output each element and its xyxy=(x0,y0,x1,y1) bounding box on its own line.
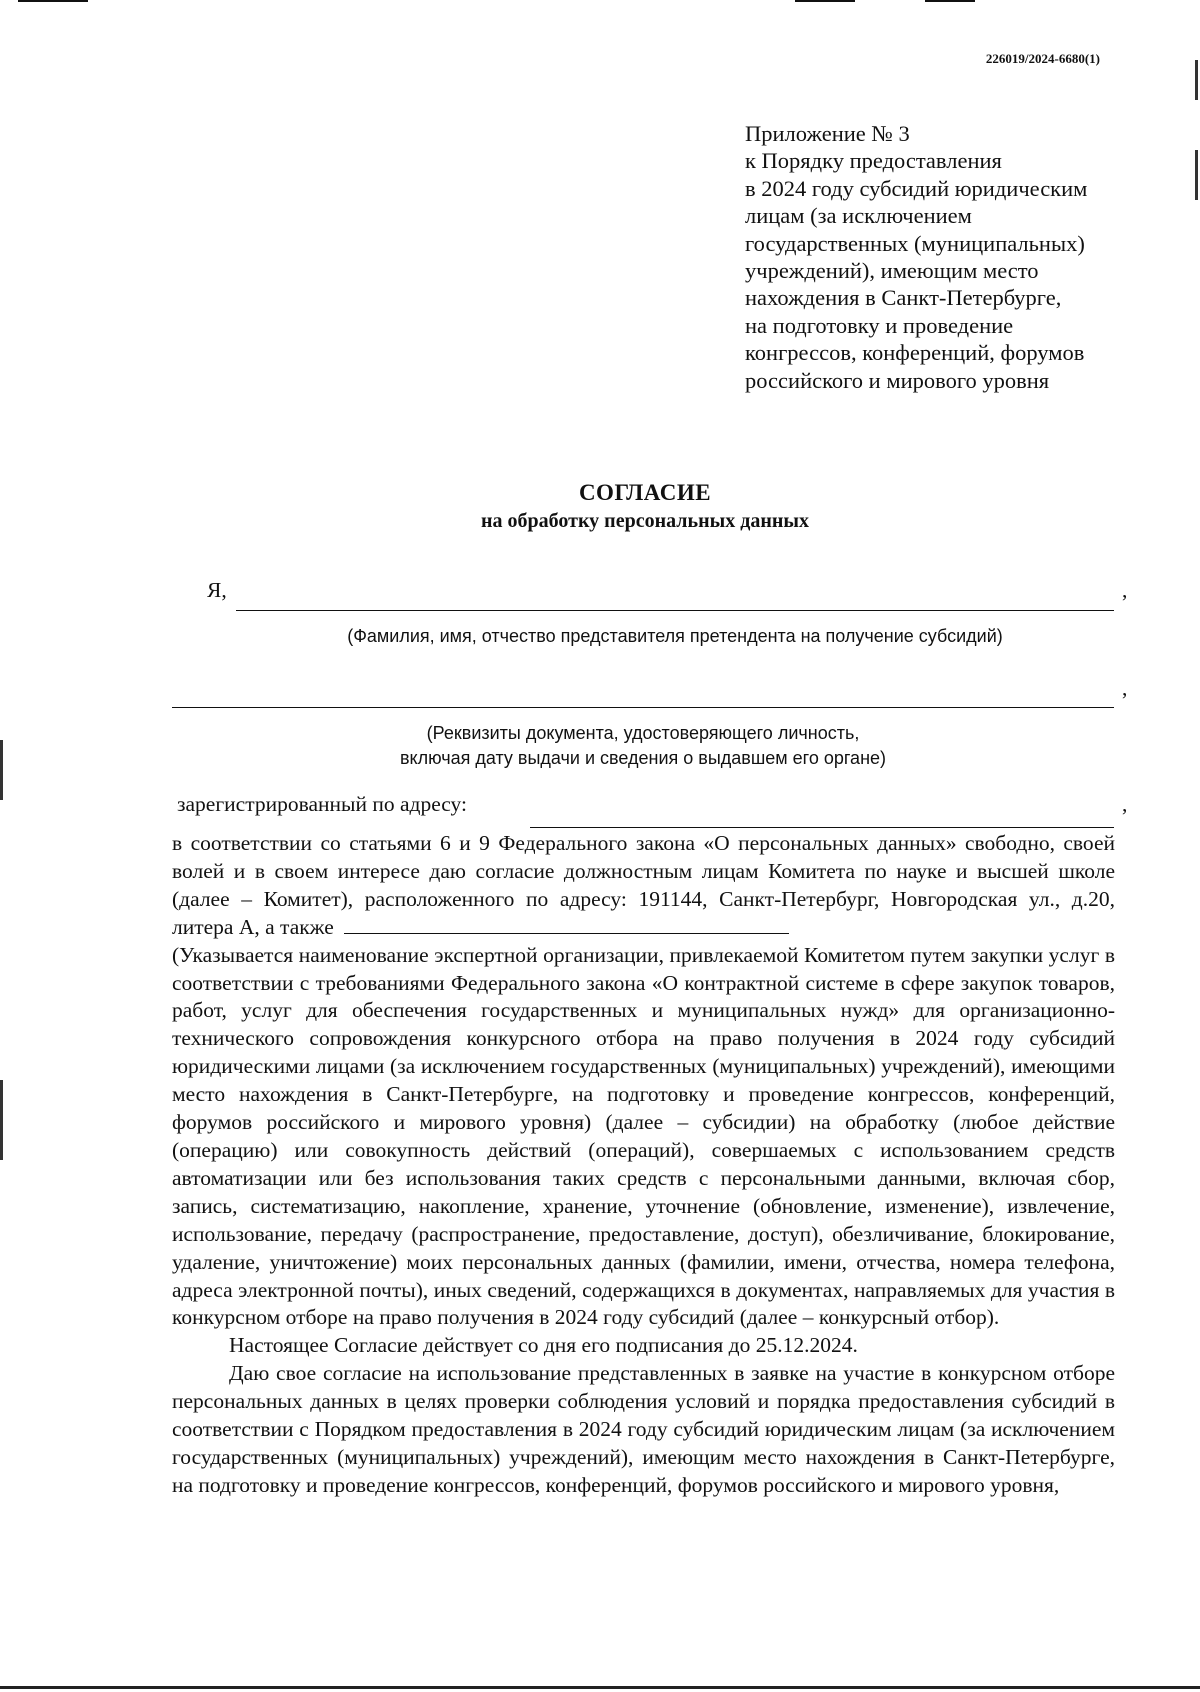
paragraph-consent: Даю свое согласие на использование представленных в заявке на участие в конкурсном отборе персональных данных в целях проверки соблюдения условий и порядка предоставления субсидий в соответствии с Порядком предоставления в 2024 году субсидий юридическим лицам (за исключением государственных (муниципальных) учреждений), имеющим место нахождения в Санкт-Петербурге, на подготовку и проведение конгрессов, конференций, форумов российского и мирового уровня, xyxy=(172,1361,1115,1497)
scan-edge-mark xyxy=(1195,60,1198,100)
appendix-line: на подготовку и проведение xyxy=(745,312,1014,338)
appendix-line: Приложение № 3 xyxy=(745,121,910,146)
scan-edge-mark xyxy=(925,0,975,2)
id-field-caption-line2: включая дату выдачи и сведения о выдавшем его органе) xyxy=(399,748,887,768)
appendix-line: государственных (муниципальных) xyxy=(745,230,1085,256)
scan-edge-mark xyxy=(0,1080,3,1160)
name-field-prefix: Я, xyxy=(207,578,227,602)
paragraph-main-text: в соответствии со статьями 6 и 9 Федерального закона «О персональных данных» свободно, своей волей и в своем интересе даю согласие должностным лицам Комитета по науке и высшей школе (далее – Комитет), расположенного по адресу: 191144, Санкт-Петербург, Новгородская ул., д.20, литера А, а также xyxy=(172,831,1115,939)
organization-blank-line[interactable] xyxy=(344,915,789,934)
address-blank-line[interactable] xyxy=(530,827,1114,828)
scan-bottom-edge xyxy=(0,1686,1200,1689)
appendix-line: к Порядку предоставления xyxy=(745,148,1002,174)
registration-number: 226019/2024-6680(1) xyxy=(985,51,1100,66)
scan-edge-mark xyxy=(795,0,855,2)
appendix-line: конгрессов, конференций, форумов xyxy=(745,340,1085,366)
name-field-comma: , xyxy=(1122,578,1128,602)
appendix-line: нахождения в Санкт-Петербурге, xyxy=(745,285,1062,311)
document-title: СОГЛАСИЕ xyxy=(578,480,712,505)
paragraph-validity: Настоящее Согласие действует со дня его подписания до 25.12.2024. xyxy=(229,1333,858,1358)
scan-edge-mark xyxy=(1195,150,1198,200)
address-label: зарегистрированный по адресу: xyxy=(177,792,467,816)
scan-edge-mark xyxy=(0,740,3,800)
id-document-blank-line[interactable] xyxy=(172,707,1114,708)
name-blank-line[interactable] xyxy=(236,610,1114,611)
document-subtitle: на обработку персональных данных xyxy=(481,510,809,532)
paragraph-main xyxy=(172,830,1115,942)
id-field-comma: , xyxy=(1122,676,1128,700)
appendix-line: российского и мирового уровня xyxy=(745,367,1050,393)
id-field-caption-line1: (Реквизиты документа, удостоверяющего личность, xyxy=(426,723,860,743)
consent-body xyxy=(172,830,1115,1500)
appendix-block xyxy=(745,120,1145,394)
appendix-line: учреждений), имеющим место xyxy=(745,258,1039,284)
paragraph-organization: (Указывается наименование экспертной организации, привлекаемой Комитетом путем закупки услуг в соответствии с требованиями Федерального закона «О контрактной системе в сфере закупок товаров, работ, услуг для обеспечения государственных и муниципальных нужд» для организационно-технического сопровождения конкурсного отбора на право получения в 2024 году субсидий юридическими лицами (за исключением государственных (муниципальных) учреждений), имеющими место нахождения в Санкт-Петербурге, на подготовку и проведение конгрессов, конференций, форумов российского и мирового уровня) (далее – субсидии) на обработку (любое действие (операцию) или совокупность действий (операций), совершаемых с использованием средств автоматизации или без использования таких средств с персональными данными, включая сбор, запись, систематизацию, накопление, хранение, уточнение (обновление, изменение), извлечение, использование, передачу (распространение, предоставление, доступ), обезличивание, блокирование, удаление, уничтожение) моих персональных данных (фамилии, имени, отчества, номера телефона, адреса электронной почты), иных сведений, содержащихся в документах, направляемых для участия в конкурсном отборе на право получения в 2024 году субсидий (далее – конкурсный отбор). xyxy=(172,942,1115,1330)
scan-edge-mark xyxy=(18,0,88,2)
appendix-line: лицам (за исключением xyxy=(745,203,972,229)
address-field-comma: , xyxy=(1122,792,1128,816)
name-field-caption: (Фамилия, имя, отчество представителя претендента на получение субсидий) xyxy=(347,626,1003,646)
appendix-line: в 2024 году субсидий юридическим xyxy=(745,175,1088,201)
